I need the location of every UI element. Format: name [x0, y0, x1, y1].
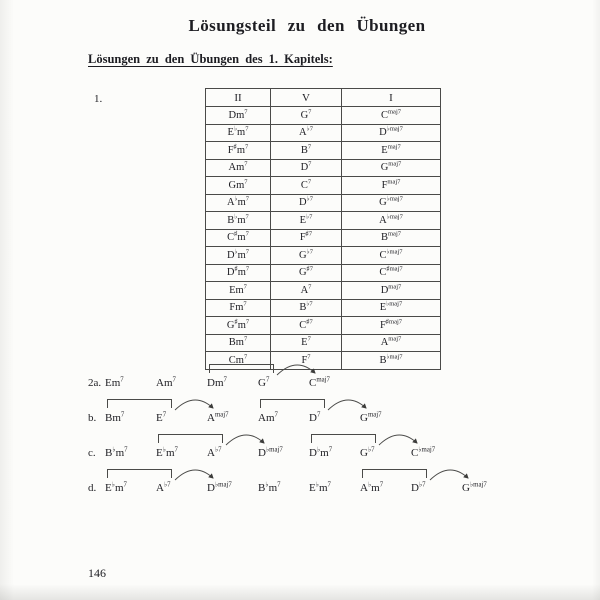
- chord-cell: $D^{♭7}$: [271, 194, 342, 212]
- solution-table-head-row: [206, 89, 441, 107]
- chord-cell: $D^{maj7}$: [342, 282, 441, 300]
- exercise-1-label: 1.: [94, 93, 103, 105]
- chord: Am$^7$: [156, 376, 176, 389]
- chord-cell: $E^{♭7}$: [271, 212, 342, 230]
- chord: $E^7$: [156, 411, 167, 424]
- solution-table: [205, 88, 441, 370]
- chord: $E^♭m^7$: [105, 481, 127, 494]
- chord-cell: $G^{♭7}$: [271, 247, 342, 265]
- progression-label: d.: [88, 482, 97, 494]
- chord-cell: $G^{maj7}$: [342, 159, 441, 177]
- page-number: 146: [88, 566, 106, 580]
- chord-cell: $G^♯m^7$: [206, 317, 271, 335]
- progression-row: [88, 362, 578, 397]
- chord: $G^{♭maj7}$: [462, 481, 487, 494]
- ii-v-bracket: [362, 469, 427, 478]
- table-row: [206, 159, 441, 177]
- chord-cell: $C^{♯7}$: [271, 317, 342, 335]
- chord: $C^{maj7}$: [309, 376, 330, 389]
- chord-cell: $D^♭m^7$: [206, 247, 271, 265]
- chord-cell: $B^{maj7}$: [342, 229, 441, 247]
- chord: $A^{♭7}$: [207, 446, 222, 459]
- chord-cell: $E^{♭maj7}$: [342, 299, 441, 317]
- chord: $A^{maj7}$: [207, 411, 229, 424]
- chord-cell: $G^{♯7}$: [271, 264, 342, 282]
- chord-cell: $A^7$: [271, 282, 342, 300]
- chord: $D^{♭maj7}$: [258, 446, 283, 459]
- chord-cell: $F^{♯maj7}$: [342, 317, 441, 335]
- chord-cell: $F^7$: [271, 352, 342, 370]
- table-row: [206, 282, 441, 300]
- chord: $G^{♭7}$: [360, 446, 375, 459]
- chord-cell: $G^7$: [271, 107, 342, 125]
- chord: $D^{♭7}$: [411, 481, 426, 494]
- chord: Bm$^7$: [105, 411, 125, 424]
- chord: $G^7$: [258, 376, 270, 389]
- progression-chords: [105, 432, 578, 467]
- chord-cell: $C^{♯maj7}$: [342, 264, 441, 282]
- section-heading: Lösungen zu den Übungen des 1. Kapitels:: [88, 52, 333, 66]
- progression-chords: [105, 397, 578, 432]
- chord-cell: $B^{♭7}$: [271, 299, 342, 317]
- resolution-arrow: [429, 467, 470, 483]
- chord: $E^♭m^7$: [309, 481, 331, 494]
- chord-cell: $F^{♯7}$: [271, 229, 342, 247]
- solution-table-body: [206, 107, 441, 370]
- chord-cell: Cm$^7$: [206, 352, 271, 370]
- table-row: [206, 317, 441, 335]
- chord-cell: $D^♯m^7$: [206, 264, 271, 282]
- chord: $D^♭m^7$: [309, 446, 333, 459]
- table-row: [206, 299, 441, 317]
- progression-chords: [105, 362, 578, 397]
- table-row: [206, 194, 441, 212]
- chord-cell: $E^♭m^7$: [206, 124, 271, 142]
- table-row: [206, 177, 441, 195]
- chord: Dm$^7$: [207, 376, 227, 389]
- ii-v-bracket: [311, 434, 376, 443]
- progression-label: 2a.: [88, 377, 102, 389]
- chord: $D^7$: [309, 411, 321, 424]
- table-row: [206, 334, 441, 352]
- chord-cell: $E^7$: [271, 334, 342, 352]
- chord: $G^{maj7}$: [360, 411, 382, 424]
- chord-cell: $E^{maj7}$: [342, 142, 441, 160]
- progression-label: b.: [88, 412, 97, 424]
- ii-v-bracket: [209, 364, 274, 373]
- page-title: Lösungsteil zu den Übungen: [188, 16, 426, 35]
- chord-cell: $A^{♭7}$: [271, 124, 342, 142]
- chord-cell: Dm$^7$: [206, 107, 271, 125]
- chord-cell: $F^{maj7}$: [342, 177, 441, 195]
- ii-v-bracket: [158, 434, 223, 443]
- ii-v-bracket: [107, 399, 172, 408]
- chord-cell: Am$^7$: [206, 159, 271, 177]
- chord-cell: $A^♭m^7$: [206, 194, 271, 212]
- chord-cell: $D^{♭maj7}$: [342, 124, 441, 142]
- chord: $B^♭m^7$: [105, 446, 128, 459]
- progression-label: c.: [88, 447, 96, 459]
- resolution-arrow: [327, 397, 368, 413]
- chord: Am$^7$: [258, 411, 278, 424]
- chord-cell: $C^♯m^7$: [206, 229, 271, 247]
- chord: $A^{♭7}$: [156, 481, 171, 494]
- chord: $A^♭m^7$: [360, 481, 384, 494]
- progression-row: [88, 397, 578, 432]
- progression-row: [88, 467, 578, 502]
- table-row: [206, 229, 441, 247]
- resolution-arrow: [174, 397, 215, 413]
- progression-chords: [105, 467, 578, 502]
- chord: $C^{♭maj7}$: [411, 446, 436, 459]
- chord: Em$^7$: [105, 376, 124, 389]
- chord-cell: $C^{maj7}$: [342, 107, 441, 125]
- table-row: [206, 124, 441, 142]
- chord-cell: $C^7$: [271, 177, 342, 195]
- table-row: [206, 142, 441, 160]
- chord-cell: Gm$^7$: [206, 177, 271, 195]
- chord-cell: $A^{maj7}$: [342, 334, 441, 352]
- ii-v-bracket: [260, 399, 325, 408]
- chord-cell: Em$^7$: [206, 282, 271, 300]
- table-row: [206, 107, 441, 125]
- chord-cell: $D^7$: [271, 159, 342, 177]
- column-header: I: [342, 89, 441, 107]
- table-row: [206, 264, 441, 282]
- resolution-arrow: [276, 362, 317, 378]
- column-header: II: [206, 89, 271, 107]
- table-row: [206, 212, 441, 230]
- chord-cell: $B^♭m^7$: [206, 212, 271, 230]
- chord-cell: $B^{♭maj7}$: [342, 352, 441, 370]
- ii-v-bracket: [107, 469, 172, 478]
- chord-cell: $A^{♭maj7}$: [342, 212, 441, 230]
- column-header: V: [271, 89, 342, 107]
- chord-cell: Bm$^7$: [206, 334, 271, 352]
- chord: $B^♭m^7$: [258, 481, 281, 494]
- resolution-arrow: [378, 432, 419, 448]
- chord: $E^♭m^7$: [156, 446, 178, 459]
- progression-row: [88, 432, 578, 467]
- progressions: [88, 362, 578, 507]
- chord-cell: $C^{♭maj7}$: [342, 247, 441, 265]
- chord-cell: $F^♯m^7$: [206, 142, 271, 160]
- chord-cell: $G^{♭maj7}$: [342, 194, 441, 212]
- chord-cell: Fm$^7$: [206, 299, 271, 317]
- resolution-arrow: [174, 467, 215, 483]
- chord-cell: $B^7$: [271, 142, 342, 160]
- chord: $D^{♭maj7}$: [207, 481, 232, 494]
- resolution-arrow: [225, 432, 266, 448]
- table-row: [206, 247, 441, 265]
